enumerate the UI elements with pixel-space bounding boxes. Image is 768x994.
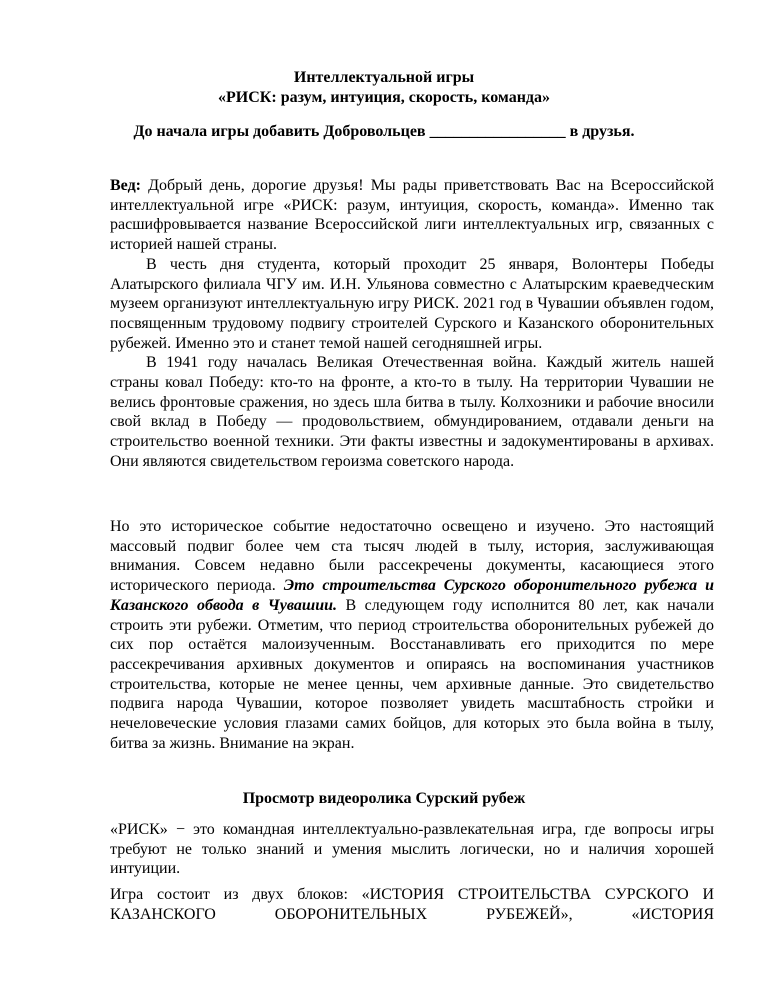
paragraph-text: В следующем году исполнится 80 лет, как начали строить эти рубежи. Отметим, что период строительства оборонительных рубежей до сих пор остаётся малоизученным. Восстанавливать его приходится по мере рассекречивания архивных документов и опираясь на воспоминания участников строительства, которые не менее ценны, чем архивные данные. Это свидетельство подвига народа Чувашии, которое позволяет увидеть масштабность стройки и нечеловеческие условия глазами самих бойцов, для которых это была война в тылу, битва за жизнь. Внимание на экран. (110, 596, 715, 752)
section-game-description (110, 820, 714, 879)
instruction-suffix: в друзья. (569, 123, 635, 140)
doc-title-line1: Интеллектуальной игры (293, 69, 475, 86)
paragraph (110, 176, 714, 255)
section-game-blocks (110, 885, 714, 924)
instruction-blank: _________________ (429, 123, 566, 140)
paragraph (110, 517, 714, 753)
paragraph: В 1941 году началась Великая Отечественная война. Каждый житель нашей страны ковал Победу: кто-то на фронте, а кто-то в тылу. На территории Чувашии не велись фронтовые сражения, но здесь шла битва в тылу. Колхозники и рабочие вносили свой вклад в Победу — продовольствием, обмундированием, отдавали деньги на строительство военной техники. Эти факты известны и задокументированы в архивах. Они являются свидетельством героизма советского народа. (110, 354, 714, 470)
paragraph-text: Но это историческое событие недостаточно освещено и изучено. Это настоящий массовый подвиг более чем ста тысяч людей в тылу, история, заслуживающая внимания. Совсем недавно были рассекречены документы, касающиеся этого исторического периода. (110, 518, 714, 595)
doc-title-line2: «РИСК: разум, интуиция, скорость, команда» (217, 89, 550, 106)
video-subheading: Просмотр видеоролика Сурский рубеж (242, 790, 526, 807)
speaker-label: Вед: (110, 177, 141, 194)
section-intro (110, 176, 714, 472)
emphasis-text: Это строительства Сурского оборонительного рубежа и Казанского обвода в Чувашии. (110, 577, 715, 614)
section-history (110, 517, 714, 753)
paragraph-text: Добрый день, дорогие друзья! Мы рады приветствовать Вас на Всероссийской интеллектуальной игре «РИСК: разум, интуиция, скорость, команда». Именно так расшифровывается название Всероссийской лиги интеллектуальных игр, связанных с историей нашей страны. (110, 177, 715, 254)
paragraph: Игра состоит из двух блоков: «ИСТОРИЯ СТРОИТЕЛЬСТВА СУРСКОГО И КАЗАНСКОГО ОБОРОНИТЕЛЬНЫХ РУБЕЖЕЙ», «ИСТОРИЯ (110, 886, 714, 923)
paragraph: В честь дня студента, который проходит 25 января, Волонтеры Победы Алатырского филиала ЧГУ им. И.Н. Ульянова совместно с Алатырским краеведческим музеем организуют интеллектуальную игру РИСК. 2021 год в Чувашии объявлен годом, посвященным трудовому подвигу строителей Сурского и Казанского оборонительных рубежей. Именно это и станет темой нашей сегодняшней игры. (110, 255, 714, 352)
paragraph: «РИСК» − это командная интеллектуально-развлекательная игра, где вопросы игры требуют не только знаний и умения мыслить логически, но и наличия хорошей интуиции. (110, 821, 714, 878)
doc-instruction (0, 122, 768, 142)
instruction-text: До начала игры добавить Добровольцев (133, 123, 426, 140)
